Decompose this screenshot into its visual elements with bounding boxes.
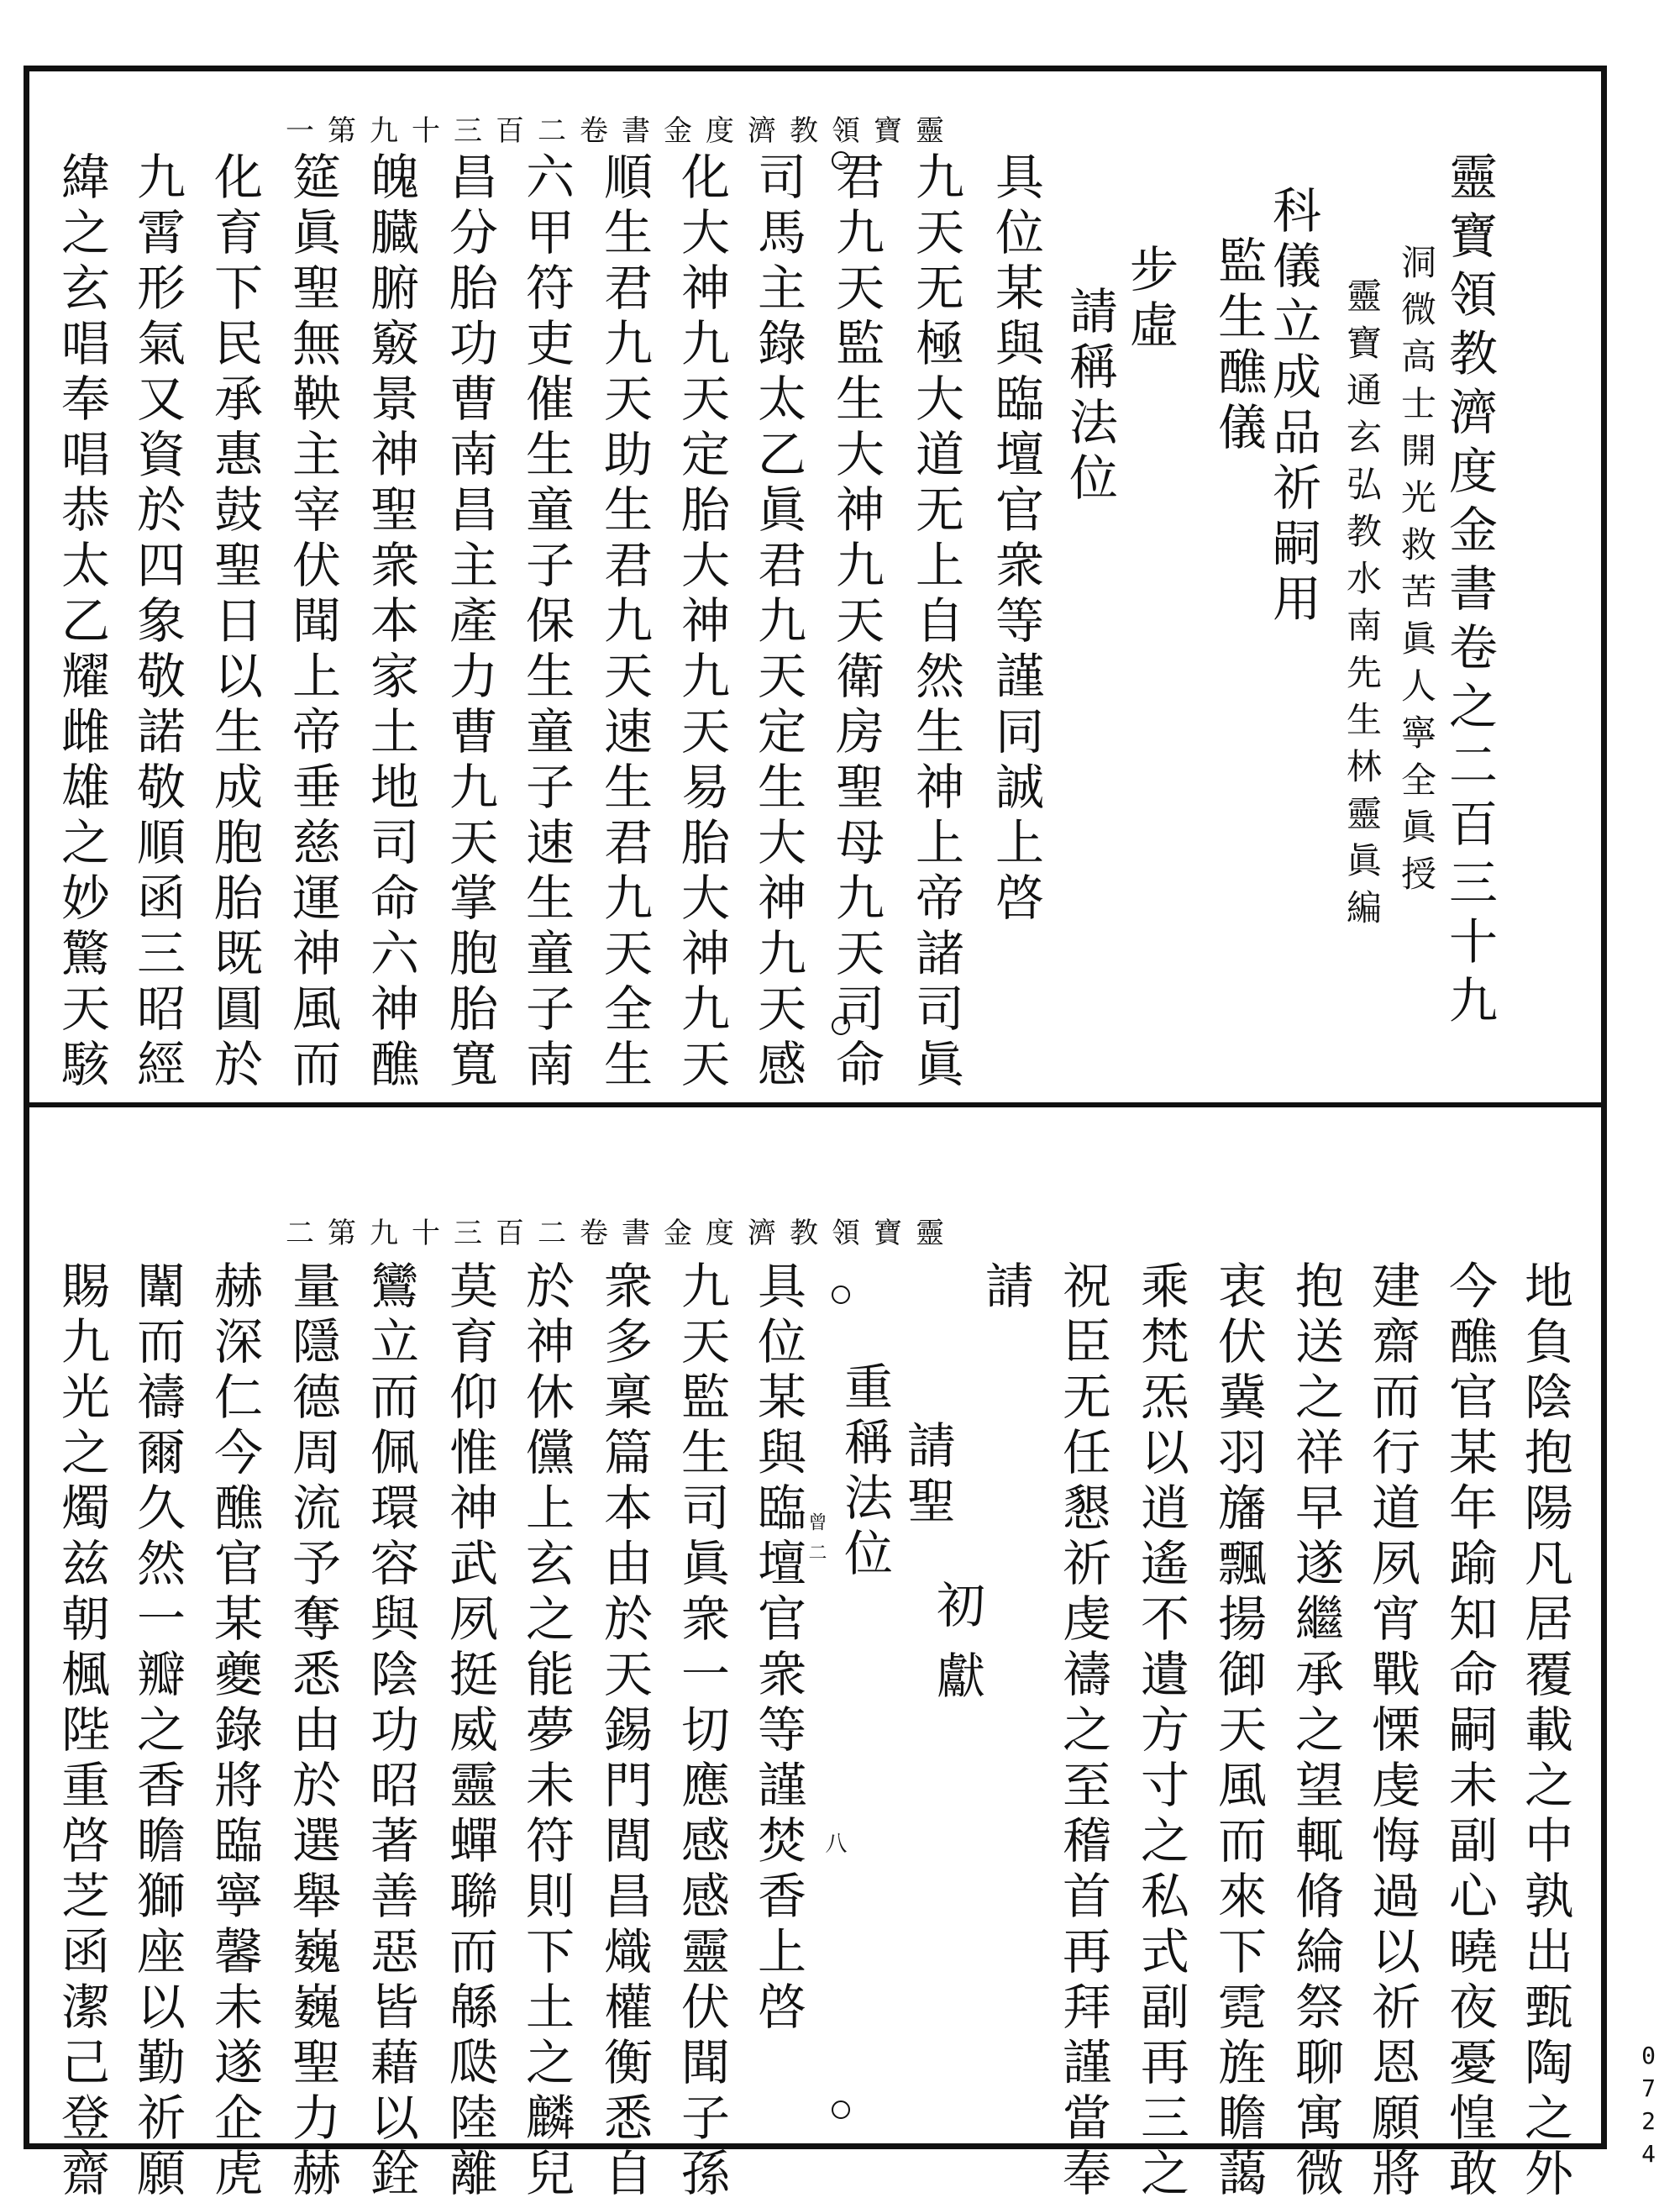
lower-text-col-11: 衆多稟篇本由於天錫門閭昌熾權衡悉自 — [596, 1260, 653, 2203]
upper-text-col-1: 具位某與臨壇官衆等謹同誠上啓 — [987, 151, 1044, 928]
lower-text-col-18: 賜九光之燭兹朝楓陛重啓芝函潔己登齋 — [53, 1260, 110, 2203]
lower-circle-mark-2 — [832, 2100, 850, 2119]
upper-circle-mark-1 — [832, 151, 850, 170]
upper-text-col-7: 六甲符吏催生童子保生童子速生童子南 — [517, 151, 575, 1094]
lower-header: 靈寶領教濟度金書卷二百三十九第二 — [286, 1217, 958, 1250]
lower-note-zeng: 曾二 — [806, 1512, 827, 1573]
lower-circle-mark-1 — [832, 1286, 850, 1304]
upper-text-col-6: 順生君九天助生君九天速生君九天全生 — [596, 151, 653, 1094]
lower-text-col-3: 建齋而行道夙宵戰慄虔悔過以祈恩願將 — [1363, 1260, 1420, 2203]
upper-author-1: 洞微高士開光救苦眞人寧全眞授 — [1396, 244, 1437, 902]
upper-text-col-9: 魄臓腑竅景神聖衆本家土地司命六神醮 — [362, 151, 419, 1094]
upper-heading-fawei: 請稱法位 — [1061, 286, 1118, 507]
upper-text-col-3: 君九天監生大神九天衛房聖母九天司命 — [827, 151, 885, 1094]
lower-text-col-14: 鸞立而佩環容與陰功昭著善惡皆藉以銓 — [362, 1260, 419, 2203]
upper-text-col-10: 筵眞聖無鞅主宰伏聞上帝垂慈運神風而 — [284, 151, 341, 1094]
upper-heading-buxu: 步虛 — [1121, 244, 1179, 355]
lower-heading-qingsheng: 請聖 — [899, 1420, 956, 1531]
lower-text-col-10: 九天監生司眞衆一切應感感靈伏聞子孫 — [673, 1260, 730, 2203]
lower-text-col-17: 闈而禱爾久然一瓣之香瞻獅座以勤祈願 — [129, 1260, 186, 2203]
lower-text-col-12: 於神休儻上玄之能夢未符則下土之麟兒 — [517, 1260, 575, 2203]
lower-note-ba: 八 — [822, 1832, 847, 1865]
upper-title: 靈寶領教濟度金書卷之二百三十九 — [1441, 151, 1498, 1033]
upper-ritual-title: 監生醮儀 — [1210, 235, 1267, 457]
upper-text-col-4: 司馬主錄太乙眞君九天定生大神九天感 — [749, 151, 806, 1094]
lower-text-col-13: 莫育仰惟神武夙挺威靈蟬聯而緜瓞陸離 — [441, 1260, 498, 2203]
lower-text-col-6: 乘梵炁以逍遙不遺方寸之私式副再三之 — [1132, 1260, 1189, 2203]
upper-text-col-13: 緯之玄唱奉唱恭太乙耀雌雄之妙驚天駭 — [53, 151, 110, 1094]
lower-text-col-8: 請 — [977, 1260, 1034, 1316]
lower-text-col-1: 地負陰抱陽凡居覆載之中孰出甄陶之外 — [1516, 1260, 1573, 2203]
upper-text-col-5: 化大神九天定胎大神九天易胎大神九天 — [673, 151, 730, 1094]
lower-text-col-5: 衷伏冀羽旛飄揚御天風而來下霓旌瞻藹 — [1210, 1260, 1267, 2203]
upper-section-title: 科儀立成品祈嗣用 — [1264, 185, 1321, 628]
upper-text-col-2: 九天无極大道无上自然生神上帝諸司眞 — [907, 151, 964, 1094]
lower-text-col-4: 抱送之祥早遂繼承之望輒脩綸祭聊寓微 — [1287, 1260, 1344, 2203]
page-number: 0724 — [1635, 2042, 1662, 2173]
lower-text-col-16: 赫深仁今醮官某夔錄將臨寧馨未遂企虎 — [206, 1260, 263, 2203]
upper-text-col-12: 九霄形氣又資於四象敬諾敬順函三昭經 — [129, 151, 186, 1094]
lower-heading-fawei: 重稱法位 — [836, 1361, 893, 1583]
upper-header: 靈寶領教濟度金書卷二百三十九第一 — [286, 114, 958, 148]
upper-author-2: 靈寶通玄弘教水南先生林靈眞編 — [1341, 277, 1383, 936]
upper-circle-mark-2 — [832, 1017, 850, 1035]
upper-text-col-8: 昌分胎功曹南昌主產力曹九天掌胞胎寬 — [441, 151, 498, 1094]
half-divider — [24, 1102, 1607, 1107]
lower-text-col-9: 具位某與臨壇官衆等謹焚香上啓 — [749, 1260, 806, 2037]
lower-text-col-15: 量隱德周流予奪悉由於選舉巍巍聖力赫 — [284, 1260, 341, 2203]
lower-text-col-2: 今醮官某年踰知命嗣未副心曉夜憂惶敢 — [1441, 1260, 1498, 2203]
lower-text-col-7: 祝臣无任懇祈虔禱之至稽首再拜謹當奉 — [1054, 1260, 1111, 2203]
upper-text-col-11: 化育下民承惠鼓聖日以生成胞胎既圓於 — [206, 151, 263, 1094]
lower-heading-chuxian: 初獻 — [928, 1580, 985, 1721]
